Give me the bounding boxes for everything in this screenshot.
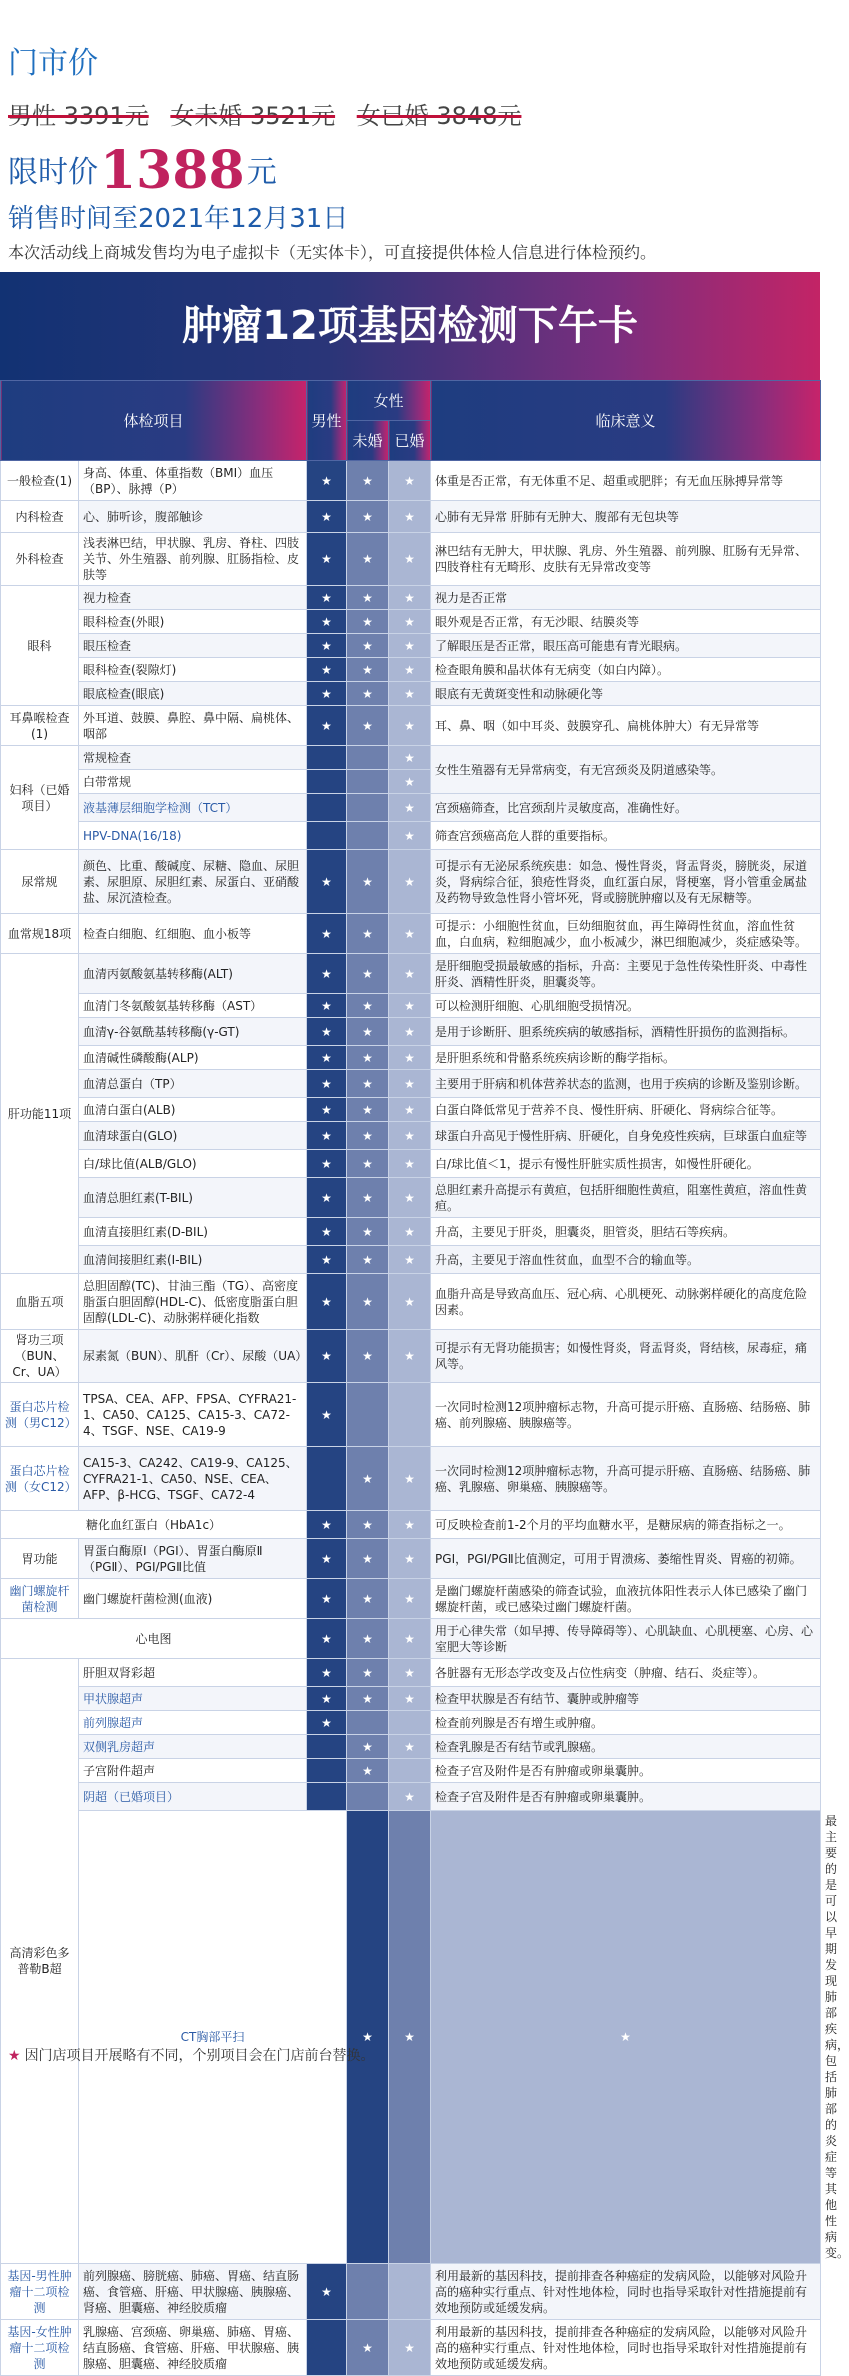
male-mark-icon: ★ bbox=[307, 994, 347, 1018]
unmarried-mark-icon: ★ bbox=[347, 706, 389, 746]
category-cell: 糖化血红蛋白（HbA1c） bbox=[1, 1511, 307, 1539]
table-row bbox=[1, 1046, 821, 1070]
married-mark-icon: ★ bbox=[389, 461, 431, 501]
meaning-cell: 是肝胆系统和骨骼系统疾病诊断的酶学指标。 bbox=[431, 1046, 821, 1070]
meaning-cell: 体重是否正常，有无体重不足、超重或肥胖；有无血压脉搏异常等 bbox=[431, 461, 821, 501]
meaning-cell: 一次同时检测12项肿瘤标志物，升高可提示肝癌、直肠癌、结肠癌、肺癌、乳腺癌、卵巢癌、胰腺癌等。 bbox=[431, 1447, 821, 1511]
table-row: CT胸部平扫 ★ ★ ★ 最主要的是可以早期发现肺部疾病，包括肺部的炎症等其他性病变。 bbox=[1, 1811, 821, 2264]
table-row bbox=[1, 1098, 821, 1122]
unmarried-mark-icon: ★ bbox=[347, 533, 389, 586]
item-cell: 外耳道、鼓膜、鼻腔、鼻中隔、扁桃体、咽部 bbox=[79, 706, 307, 746]
item-cell: TPSA、CEA、AFP、FPSA、CYFRA21-1、CA50、CA125、CA15-3、CA72-4、TSGF、NSE、CA19-9 bbox=[79, 1383, 307, 1447]
item-cell: 白带常规 bbox=[79, 770, 307, 794]
table-row bbox=[1, 1687, 821, 1711]
married-mark-icon: ★ bbox=[389, 954, 431, 994]
meaning-cell: 检查眼角膜和晶状体有无病变（如白内障）。 bbox=[431, 658, 821, 682]
male-mark-icon: ★ bbox=[307, 586, 347, 610]
meaning-cell: 利用最新的基因科技，提前排查各种癌症的发病风险，以能够对风险升高的癌种实行重点、针对性地体检，同时也指导采取针对性措施提前有效地预防或延缓发病。 bbox=[431, 2320, 821, 2376]
male-mark-icon bbox=[307, 1735, 347, 1759]
item-cell: 血清碱性磷酸酶(ALP) bbox=[79, 1046, 307, 1070]
item-cell: 心、肺听诊，腹部触诊 bbox=[79, 501, 307, 533]
unmarried-mark-icon: ★ bbox=[347, 682, 389, 706]
unmarried-mark-icon: ★ bbox=[347, 1511, 389, 1539]
male-mark-icon: ★ bbox=[307, 1178, 347, 1218]
item-cell: 眼科检查(裂隙灯) bbox=[79, 658, 307, 682]
unmarried-mark-icon bbox=[347, 746, 389, 770]
limited-price-value: 1388 bbox=[100, 140, 245, 201]
category-cell: 耳鼻喉检查(1) bbox=[1, 706, 79, 746]
male-mark-icon: ★ bbox=[307, 610, 347, 634]
table-row bbox=[1, 2320, 821, 2376]
item-cell: 血清总蛋白（TP） bbox=[79, 1070, 307, 1098]
male-mark-icon: ★ bbox=[307, 1246, 347, 1274]
meaning-cell: 可提示有无肾功能损害；如慢性肾炎，肾盂肾炎，肾结核，尿毒症，痛风等。 bbox=[431, 1330, 821, 1383]
table-row bbox=[1, 1218, 821, 1246]
male-mark-icon: ★ bbox=[307, 1122, 347, 1150]
male-mark-icon: ★ bbox=[307, 2264, 347, 2320]
unmarried-mark-icon: ★ bbox=[347, 850, 389, 914]
unmarried-mark-icon: ★ bbox=[389, 1811, 431, 2264]
male-mark-icon: ★ bbox=[307, 1274, 347, 1330]
unmarried-mark-icon: ★ bbox=[347, 1070, 389, 1098]
table-row bbox=[1, 1759, 821, 1783]
married-mark-icon: ★ bbox=[389, 746, 431, 770]
married-mark-icon: ★ bbox=[389, 1783, 431, 1811]
male-mark-icon: ★ bbox=[307, 1070, 347, 1098]
item-cell: 眼底检查(眼底) bbox=[79, 682, 307, 706]
married-mark-icon: ★ bbox=[389, 822, 431, 850]
married-mark-icon: ★ bbox=[389, 706, 431, 746]
item-cell: 双侧乳房超声 bbox=[79, 1735, 307, 1759]
meaning-cell: 宫颈癌筛查，比宫颈刮片灵敏度高，准确性好。 bbox=[431, 794, 821, 822]
unmarried-mark-icon: ★ bbox=[347, 1330, 389, 1383]
meaning-cell: 检查甲状腺是否有结节、囊肿或肿瘤等 bbox=[431, 1687, 821, 1711]
category-cell: 妇科（已婚项目） bbox=[1, 746, 79, 850]
item-cell: 检查白细胞、红细胞、血小板等 bbox=[79, 914, 307, 954]
meaning-cell: 眼外观是否正常，有无沙眼、结膜炎等 bbox=[431, 610, 821, 634]
married-mark-icon: ★ bbox=[389, 1330, 431, 1383]
item-cell: 血清直接胆红素(D-BIL) bbox=[79, 1218, 307, 1246]
married-mark-icon bbox=[389, 1711, 431, 1735]
item-cell: 幽门螺旋杆菌检测(血液) bbox=[79, 1579, 307, 1619]
meaning-cell: 检查子宫及附件是否有肿瘤或卵巢囊肿。 bbox=[431, 1759, 821, 1783]
meaning-cell: 检查前列腺是否有增生或肿瘤。 bbox=[431, 1711, 821, 1735]
married-mark-icon: ★ bbox=[389, 994, 431, 1018]
exam-table bbox=[0, 380, 849, 2376]
married-mark-icon: ★ bbox=[389, 1098, 431, 1122]
price-male: 男性 3391元 bbox=[8, 102, 149, 130]
married-mark-icon: ★ bbox=[389, 1018, 431, 1046]
table-row bbox=[1, 658, 821, 682]
unmarried-mark-icon: ★ bbox=[347, 1579, 389, 1619]
meaning-cell: 球蛋白升高见于慢性肝病、肝硬化，自身免疫性疾病，巨球蛋白血症等 bbox=[431, 1122, 821, 1150]
table-row bbox=[1, 1447, 821, 1511]
item-cell: 血清间接胆红素(I-BIL) bbox=[79, 1246, 307, 1274]
meaning-cell: 一次同时检测12项肿瘤标志物，升高可提示肝癌、直肠癌、结肠癌、肺癌、前列腺癌、胰腺癌等。 bbox=[431, 1383, 821, 1447]
unmarried-mark-icon: ★ bbox=[347, 461, 389, 501]
table-row bbox=[1, 1539, 821, 1579]
category-cell: 幽门螺旋杆菌检测 bbox=[1, 1579, 79, 1619]
item-cell: 血清门冬氨酸氨基转移酶（AST） bbox=[79, 994, 307, 1018]
footnote bbox=[8, 2045, 375, 2065]
married-mark-icon: ★ bbox=[389, 658, 431, 682]
meaning-cell: 用于心律失常（如早搏、传导障碍等）、心肌缺血、心肌梗塞、心房、心室肥大等诊断 bbox=[431, 1619, 821, 1659]
unmarried-mark-icon bbox=[347, 822, 389, 850]
meaning-cell: 升高，主要见于溶血性贫血，血型不合的输血等。 bbox=[431, 1246, 821, 1274]
table-row bbox=[1, 1579, 821, 1619]
item-cell: 颜色、比重、酸碱度、尿糖、隐血、尿胆素、尿胆原、尿胆红素、尿蛋白、亚硝酸盐、尿沉渣检查。 bbox=[79, 850, 307, 914]
table-row bbox=[1, 1511, 821, 1539]
table-row bbox=[1, 634, 821, 658]
married-mark-icon: ★ bbox=[389, 1539, 431, 1579]
meaning-cell: 是幽门螺旋杆菌感染的筛查试验，血液抗体阳性表示人体已感染了幽门螺旋杆菌，或已感染过幽门螺旋杆菌。 bbox=[431, 1579, 821, 1619]
table-row bbox=[1, 2264, 821, 2320]
married-mark-icon: ★ bbox=[389, 610, 431, 634]
married-mark-icon: ★ bbox=[389, 794, 431, 822]
meaning-cell: 各脏器有无形态学改变及占位性病变（肿瘤、结石、炎症等）。 bbox=[431, 1659, 821, 1687]
male-mark-icon: ★ bbox=[307, 634, 347, 658]
male-mark-icon: ★ bbox=[307, 1098, 347, 1122]
male-mark-icon bbox=[307, 2320, 347, 2376]
unmarried-mark-icon: ★ bbox=[347, 914, 389, 954]
male-mark-icon bbox=[307, 822, 347, 850]
item-cell: 血清球蛋白(GLO) bbox=[79, 1122, 307, 1150]
unmarried-mark-icon: ★ bbox=[347, 1150, 389, 1178]
male-mark-icon: ★ bbox=[307, 658, 347, 682]
item-cell: CA15-3、CA242、CA19-9、CA125、CYFRA21-1、CA50、NSE、CEA、AFP、β-HCG、TSGF、CA72-4 bbox=[79, 1447, 307, 1511]
item-cell: 视力检查 bbox=[79, 586, 307, 610]
married-mark-icon: ★ bbox=[389, 1274, 431, 1330]
unmarried-mark-icon bbox=[347, 770, 389, 794]
married-mark-icon: ★ bbox=[389, 1687, 431, 1711]
unmarried-mark-icon: ★ bbox=[347, 2320, 389, 2376]
item-cell: HPV-DNA(16/18) bbox=[79, 822, 307, 850]
exam-table-body bbox=[1, 461, 849, 2376]
male-mark-icon bbox=[307, 770, 347, 794]
category-cell: 心电图 bbox=[1, 1619, 307, 1659]
item-cell: 肝胆双肾彩超 bbox=[79, 1659, 307, 1687]
category-cell: 高清彩色多普勒B超 bbox=[1, 1659, 79, 2264]
married-mark-icon: ★ bbox=[389, 1218, 431, 1246]
unmarried-mark-icon: ★ bbox=[347, 1122, 389, 1150]
unmarried-mark-icon: ★ bbox=[347, 1274, 389, 1330]
table-row bbox=[1, 954, 821, 994]
table-row bbox=[1, 914, 821, 954]
unmarried-mark-icon: ★ bbox=[347, 1178, 389, 1218]
table-row bbox=[1, 1330, 821, 1383]
unmarried-mark-icon: ★ bbox=[347, 501, 389, 533]
married-mark-icon: ★ bbox=[389, 1122, 431, 1150]
item-cell: 血清丙氨酸氨基转移酶(ALT) bbox=[79, 954, 307, 994]
limited-label: 限时价 bbox=[8, 155, 98, 190]
meaning-cell: 总胆红素升高提示有黄疸，包括肝细胞性黄疸，阻塞性黄疸，溶血性黄疸。 bbox=[431, 1178, 821, 1218]
male-mark-icon: ★ bbox=[307, 1018, 347, 1046]
footnote-text: 因门店项目开展略有不同，个别项目会在门店前台替换。 bbox=[24, 2048, 375, 2064]
male-mark-icon: ★ bbox=[307, 914, 347, 954]
married-mark-icon bbox=[389, 2264, 431, 2320]
item-cell: 子宫附件超声 bbox=[79, 1759, 307, 1783]
category-cell: 基因-男性肿瘤十二项检测 bbox=[1, 2264, 79, 2320]
meaning-cell: 女性生殖器有无异常病变，有无宫颈炎及阴道感染等。 bbox=[431, 746, 821, 794]
original-prices bbox=[8, 96, 535, 131]
unmarried-mark-icon bbox=[347, 2264, 389, 2320]
table-row bbox=[1, 1246, 821, 1274]
item-cell: 眼压检查 bbox=[79, 634, 307, 658]
male-mark-icon: ★ bbox=[307, 1619, 347, 1659]
footnote-star-icon: ★ bbox=[8, 2048, 21, 2064]
category-cell: 外科检查 bbox=[1, 533, 79, 586]
unmarried-mark-icon: ★ bbox=[347, 1759, 389, 1783]
table-row bbox=[1, 1178, 821, 1218]
sale-time: 销售时间至2021年12月31日 bbox=[8, 204, 349, 234]
unmarried-mark-icon bbox=[347, 1711, 389, 1735]
married-mark-icon: ★ bbox=[389, 586, 431, 610]
price-female-married: 女已婚 3848元 bbox=[356, 102, 522, 130]
header-female: 女性 bbox=[347, 381, 431, 421]
category-cell: 肝功能11项 bbox=[1, 954, 79, 1274]
meaning-cell: 白蛋白降低常见于营养不良、慢性肝病、肝硬化、肾病综合征等。 bbox=[431, 1098, 821, 1122]
category-cell: 内科检查 bbox=[1, 501, 79, 533]
meaning-cell: 白/球比值＜1，提示有慢性肝脏实质性损害，如慢性肝硬化。 bbox=[431, 1150, 821, 1178]
male-mark-icon: ★ bbox=[307, 461, 347, 501]
male-mark-icon: ★ bbox=[307, 954, 347, 994]
male-mark-icon: ★ bbox=[307, 682, 347, 706]
male-mark-icon: ★ bbox=[307, 1330, 347, 1383]
male-mark-icon bbox=[307, 1783, 347, 1811]
table-row bbox=[1, 610, 821, 634]
married-mark-icon: ★ bbox=[389, 1619, 431, 1659]
married-mark-icon: ★ bbox=[389, 1046, 431, 1070]
meaning-cell: PGⅠ，PGⅠ/PGⅡ比值测定，可用于胃溃疡、萎缩性胃炎、胃癌的初筛。 bbox=[431, 1539, 821, 1579]
unmarried-mark-icon bbox=[347, 794, 389, 822]
unmarried-mark-icon bbox=[347, 1783, 389, 1811]
meaning-cell: 可提示：小细胞性贫血，巨幼细胞贫血，再生障碍性贫血，溶血性贫血，白血病，粒细胞减少，血小板减少，淋巴细胞减少，炎症感染等。 bbox=[431, 914, 821, 954]
male-mark-icon: ★ bbox=[307, 1150, 347, 1178]
item-cell: 身高、体重、体重指数（BMI）血压（BP）、脉搏（P） bbox=[79, 461, 307, 501]
item-cell: 眼科检查(外眼) bbox=[79, 610, 307, 634]
meaning-cell: 血脂升高是导致高血压、冠心病、心肌梗死、动脉粥样硬化的高度危险因素。 bbox=[431, 1274, 821, 1330]
table-row bbox=[1, 706, 821, 746]
married-mark-icon: ★ bbox=[389, 2320, 431, 2376]
category-cell: 血常规18项 bbox=[1, 914, 79, 954]
meaning-cell: 可反映检查前1-2个月的平均血糖水平，是糖尿病的筛查指标之一。 bbox=[431, 1511, 821, 1539]
table-row bbox=[1, 501, 821, 533]
married-mark-icon: ★ bbox=[389, 1735, 431, 1759]
meaning-cell: 可提示有无泌尿系统疾患：如急、慢性肾炎，肾盂肾炎，膀胱炎，尿道炎，肾病综合征，狼疮性肾炎，血红蛋白尿，肾梗塞，肾小管重金属盐及药物导致急性肾小管坏死，肾或膀胱肿瘤以及有无尿糖等。 bbox=[431, 850, 821, 914]
table-row bbox=[1, 1659, 821, 1687]
table-row bbox=[1, 1619, 821, 1659]
category-cell: 血脂五项 bbox=[1, 1274, 79, 1330]
package-title-banner: 肿瘤12项基因检测下午卡 bbox=[0, 272, 820, 380]
meaning-cell: 是肝细胞受损最敏感的指标，升高：主要见于急性传染性肝炎、中毒性肝炎、酒精性肝炎，胆囊炎等。 bbox=[431, 954, 821, 994]
table-row bbox=[1, 794, 821, 822]
header-meaning: 临床意义 bbox=[431, 381, 821, 461]
header-unmarried: 未婚 bbox=[347, 421, 389, 461]
unmarried-mark-icon: ★ bbox=[347, 1659, 389, 1687]
married-mark-icon: ★ bbox=[389, 1246, 431, 1274]
meaning-cell: 利用最新的基因科技，提前排查各种癌症的发病风险，以能够对风险升高的癌种实行重点、针对性地体检，同时也指导采取针对性措施提前有效地预防或延缓发病。 bbox=[431, 2264, 821, 2320]
male-mark-icon: ★ bbox=[307, 1579, 347, 1619]
married-mark-icon: ★ bbox=[389, 1447, 431, 1511]
married-mark-icon: ★ bbox=[389, 1150, 431, 1178]
meaning-cell: 是用于诊断肝、胆系统疾病的敏感指标，酒精性肝损伤的监测指标。 bbox=[431, 1018, 821, 1046]
item-cell: 阴超（已婚项目） bbox=[79, 1783, 307, 1811]
married-mark-icon: ★ bbox=[389, 850, 431, 914]
item-cell: 常规检查 bbox=[79, 746, 307, 770]
table-row bbox=[1, 1150, 821, 1178]
item-cell: 前列腺癌、膀胱癌、肺癌、胃癌、结直肠癌、食管癌、肝癌、甲状腺癌、胰腺癌、肾癌、胆囊癌、神经胶质瘤 bbox=[79, 2264, 307, 2320]
store-price-label: 门市价 bbox=[8, 46, 98, 81]
male-mark-icon: ★ bbox=[307, 1711, 347, 1735]
unmarried-mark-icon: ★ bbox=[347, 1539, 389, 1579]
male-mark-icon: ★ bbox=[307, 1511, 347, 1539]
unmarried-mark-icon: ★ bbox=[347, 634, 389, 658]
limited-price bbox=[8, 140, 277, 201]
married-mark-icon: ★ bbox=[389, 501, 431, 533]
header-item: 体检项目 bbox=[1, 381, 307, 461]
meaning-cell: 心肺有无异常 肝肺有无肿大、腹部有无包块等 bbox=[431, 501, 821, 533]
table-row bbox=[1, 682, 821, 706]
item-cell: 浅表淋巴结，甲状腺、乳房、脊柱、四肢关节、外生殖器、前列腺、肛肠指检、皮肤等 bbox=[79, 533, 307, 586]
male-mark-icon bbox=[307, 1759, 347, 1783]
table-row bbox=[1, 461, 821, 501]
meaning-cell: 淋巴结有无肿大，甲状腺、乳房、外生殖器、前列腺、肛肠有无异常、四肢脊柱有无畸形、皮肤有无异常改变等 bbox=[431, 533, 821, 586]
item-cell: 总胆固醇(TC)、甘油三酯（TG）、高密度脂蛋白胆固醇(HDL-C)、低密度脂蛋白胆固醇(LDL-C)、动脉粥样硬化指数 bbox=[79, 1274, 307, 1330]
category-cell: 基因-女性肿瘤十二项检测 bbox=[1, 2320, 79, 2376]
item-cell: 尿素氮（BUN）、肌酐（Cr）、尿酸（UA） bbox=[79, 1330, 307, 1383]
table-row bbox=[1, 1018, 821, 1046]
unmarried-mark-icon: ★ bbox=[347, 1046, 389, 1070]
male-mark-icon: ★ bbox=[307, 1539, 347, 1579]
meaning-cell: 耳、鼻、咽（如中耳炎、鼓膜穿孔、扁桃体肿大）有无异常等 bbox=[431, 706, 821, 746]
male-mark-icon: ★ bbox=[307, 1383, 347, 1447]
married-mark-icon: ★ bbox=[389, 914, 431, 954]
category-cell: 眼科 bbox=[1, 586, 79, 706]
table-row bbox=[1, 586, 821, 610]
table-row bbox=[1, 1711, 821, 1735]
header-male: 男性 bbox=[307, 381, 347, 461]
category-cell: 肾功三项（BUN、Cr、UA） bbox=[1, 1330, 79, 1383]
male-mark-icon: ★ bbox=[347, 1811, 389, 2264]
male-mark-icon: ★ bbox=[307, 1659, 347, 1687]
male-mark-icon: ★ bbox=[307, 1218, 347, 1246]
married-mark-icon: ★ bbox=[389, 533, 431, 586]
male-mark-icon: ★ bbox=[307, 1046, 347, 1070]
unmarried-mark-icon: ★ bbox=[347, 1735, 389, 1759]
table-row bbox=[1, 1783, 821, 1811]
item-cell: 血清γ-谷氨酰基转移酶(γ-GT) bbox=[79, 1018, 307, 1046]
limited-unit: 元 bbox=[246, 155, 277, 190]
table-row bbox=[1, 850, 821, 914]
married-mark-icon: ★ bbox=[389, 634, 431, 658]
unmarried-mark-icon: ★ bbox=[347, 1098, 389, 1122]
unmarried-mark-icon: ★ bbox=[347, 1246, 389, 1274]
table-row bbox=[1, 1274, 821, 1330]
unmarried-mark-icon: ★ bbox=[347, 954, 389, 994]
notice-text: 本次活动线上商城发售均为电子虚拟卡（无实体卡），可直接提供体检人信息进行体检预约。 bbox=[8, 243, 657, 262]
category-cell: 一般检查(1) bbox=[1, 461, 79, 501]
married-mark-icon: ★ bbox=[389, 1070, 431, 1098]
male-mark-icon: ★ bbox=[307, 850, 347, 914]
meaning-cell: 了解眼压是否正常，眼压高可能患有青光眼病。 bbox=[431, 634, 821, 658]
married-mark-icon bbox=[389, 1383, 431, 1447]
unmarried-mark-icon bbox=[347, 1383, 389, 1447]
married-mark-icon: ★ bbox=[389, 1178, 431, 1218]
meaning-cell: 升高，主要见于肝炎，胆囊炎，胆管炎，胆结石等疾病。 bbox=[431, 1218, 821, 1246]
unmarried-mark-icon: ★ bbox=[347, 1447, 389, 1511]
unmarried-mark-icon: ★ bbox=[347, 586, 389, 610]
unmarried-mark-icon: ★ bbox=[347, 1687, 389, 1711]
married-mark-icon: ★ bbox=[389, 1659, 431, 1687]
married-mark-icon: ★ bbox=[389, 1511, 431, 1539]
table-row bbox=[1, 994, 821, 1018]
unmarried-mark-icon: ★ bbox=[347, 994, 389, 1018]
table-row bbox=[1, 533, 821, 586]
married-mark-icon: ★ bbox=[389, 1579, 431, 1619]
male-mark-icon bbox=[307, 746, 347, 770]
unmarried-mark-icon: ★ bbox=[347, 1018, 389, 1046]
married-mark-icon: ★ bbox=[431, 1811, 821, 2264]
item-cell: 血清总胆红素(T-BIL) bbox=[79, 1178, 307, 1218]
male-mark-icon: ★ bbox=[307, 533, 347, 586]
meaning-cell: 检查乳腺是否有结节或乳腺癌。 bbox=[431, 1735, 821, 1759]
table-row bbox=[1, 1070, 821, 1098]
item-cell: 血清白蛋白(ALB) bbox=[79, 1098, 307, 1122]
table-row bbox=[1, 822, 821, 850]
male-mark-icon bbox=[307, 794, 347, 822]
married-mark-icon: ★ bbox=[389, 682, 431, 706]
meaning-cell: 检查子宫及附件是否有肿瘤或卵巢囊肿。 bbox=[431, 1783, 821, 1811]
category-cell: CT胸部平扫 bbox=[79, 1811, 347, 2264]
unmarried-mark-icon: ★ bbox=[347, 658, 389, 682]
table-row bbox=[1, 1383, 821, 1447]
table-row bbox=[1, 746, 821, 770]
meaning-cell: 筛查宫颈癌高危人群的重要指标。 bbox=[431, 822, 821, 850]
male-mark-icon: ★ bbox=[307, 706, 347, 746]
married-mark-icon bbox=[389, 1759, 431, 1783]
item-cell: 白/球比值(ALB/GLO) bbox=[79, 1150, 307, 1178]
table-row bbox=[1, 1122, 821, 1150]
category-cell: 尿常规 bbox=[1, 850, 79, 914]
male-mark-icon bbox=[307, 1447, 347, 1511]
unmarried-mark-icon: ★ bbox=[347, 610, 389, 634]
male-mark-icon: ★ bbox=[307, 1687, 347, 1711]
item-cell: 胃蛋白酶原Ⅰ（PGⅠ）、胃蛋白酶原Ⅱ（PGⅡ）、PGⅠ/PGⅡ比值 bbox=[79, 1539, 307, 1579]
unmarried-mark-icon: ★ bbox=[347, 1619, 389, 1659]
meaning-cell: 眼底有无黄斑变性和动脉硬化等 bbox=[431, 682, 821, 706]
married-mark-icon: ★ bbox=[389, 770, 431, 794]
price-female-unmarried: 女未婚 3521元 bbox=[170, 102, 336, 130]
category-cell: 蛋白芯片检测（男C12） bbox=[1, 1383, 79, 1447]
meaning-cell: 可以检测肝细胞、心肌细胞受损情况。 bbox=[431, 994, 821, 1018]
table-row bbox=[1, 1735, 821, 1759]
header-married: 已婚 bbox=[389, 421, 431, 461]
item-cell: 乳腺癌、宫颈癌、卵巢癌、肺癌、胃癌、结直肠癌、食管癌、肝癌、甲状腺癌、胰腺癌、胆囊癌、神经胶质瘤 bbox=[79, 2320, 307, 2376]
category-cell: 胃功能 bbox=[1, 1539, 79, 1579]
meaning-cell: 主要用于肝病和机体营养状态的监测，也用于疾病的诊断及鉴别诊断。 bbox=[431, 1070, 821, 1098]
male-mark-icon: ★ bbox=[307, 501, 347, 533]
item-cell: 甲状腺超声 bbox=[79, 1687, 307, 1711]
meaning-cell: 视力是否正常 bbox=[431, 586, 821, 610]
unmarried-mark-icon: ★ bbox=[347, 1218, 389, 1246]
item-cell: 前列腺超声 bbox=[79, 1711, 307, 1735]
item-cell: 液基薄层细胞学检测（TCT） bbox=[79, 794, 307, 822]
category-cell: 蛋白芯片检测（女C12） bbox=[1, 1447, 79, 1511]
